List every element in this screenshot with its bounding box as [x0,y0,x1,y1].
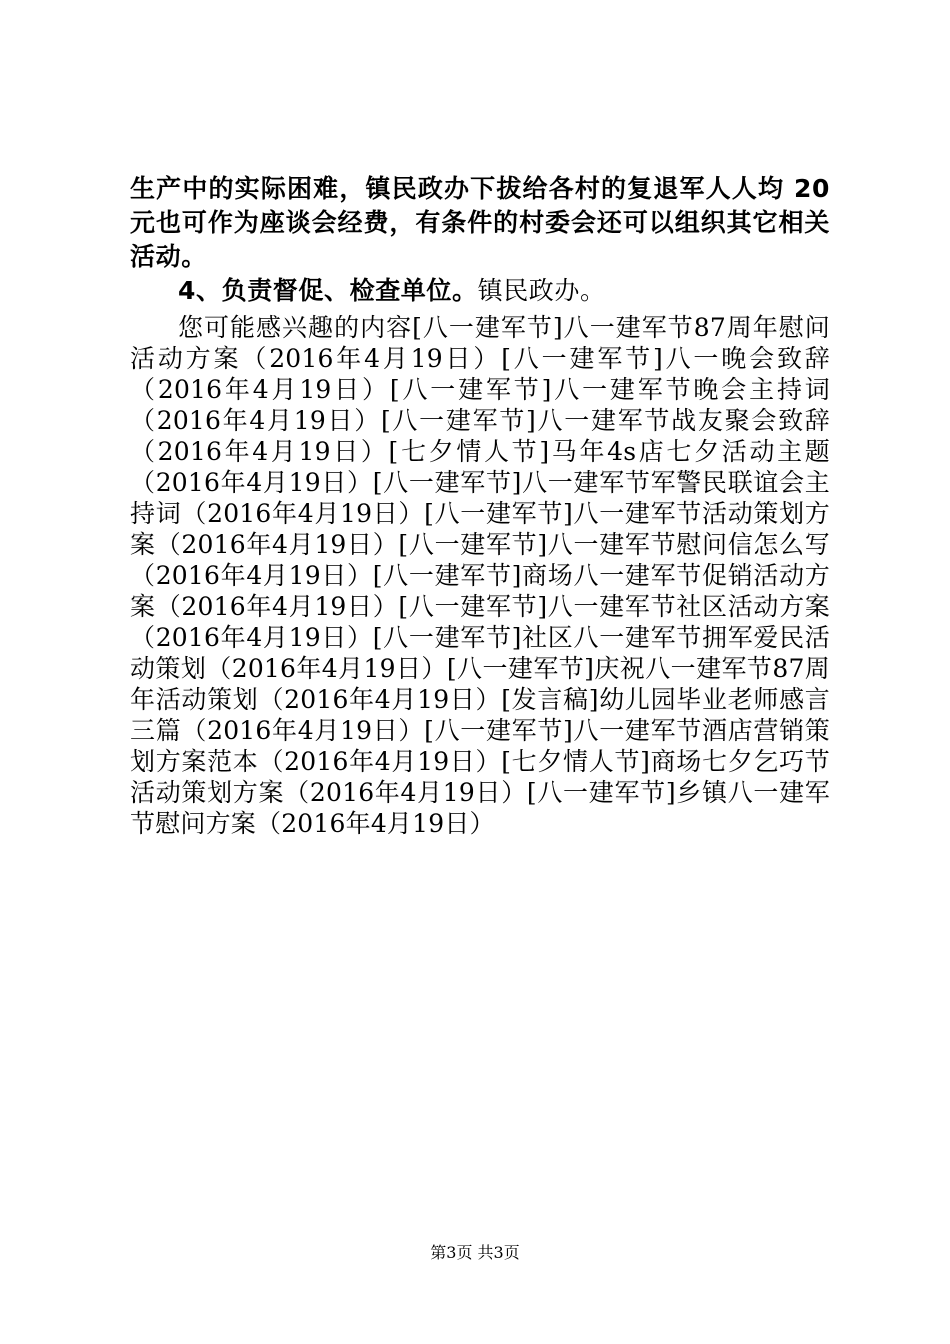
item-4-label: 4、负责督促、检查单位。 [178,276,478,305]
item-4 [130,274,830,308]
document-body [130,172,830,839]
item-4-value: 镇民政办。 [477,276,606,305]
page-number: 第3页 共3页 [430,1243,520,1262]
related-content: 您可能感兴趣的内容[八一建军节]八一建军节87周年慰问活动方案（2016年4月19日）[八一建军节]八一晚会致辞（2016年4月19日）[八一建军节]八一建军节晚会主持词（2016年4月19日）[八一建军节]八一建军节战友聚会致辞（2016年4月19日）[七夕情人节]马年4s店七夕活动主题（2016年4月19日）[八一建军节]八一建军节军警民联谊会主持词（2016年4月19日）[八一建军节]八一建军节活动策划方案（2016年4月19日）[八一建军节]八一建军节慰问信怎么写（2016年4月19日）[八一建军节]商场八一建军节促销活动方案（2016年4月19日）[八一建军节]八一建军节社区活动方案（2016年4月19日）[八一建军节]社区八一建军节拥军爱民活动策划（2016年4月19日）[八一建军节]庆祝八一建军节87周年活动策划（2016年4月19日）[发言稿]幼儿园毕业老师感言三篇（2016年4月19日）[八一建军节]八一建军节酒店营销策划方案范本（2016年4月19日）[七夕情人节]商场七夕乞巧节活动策划方案（2016年4月19日）[八一建军节]乡镇八一建军节慰问方案（2016年4月19日） [130,313,830,838]
paragraph-continued: 生产中的实际困难，镇民政办下拔给各村的复退军人人均 20 元也可作为座谈会经费，有条件的村委会还可以组织其它相关活动。 [130,174,830,271]
